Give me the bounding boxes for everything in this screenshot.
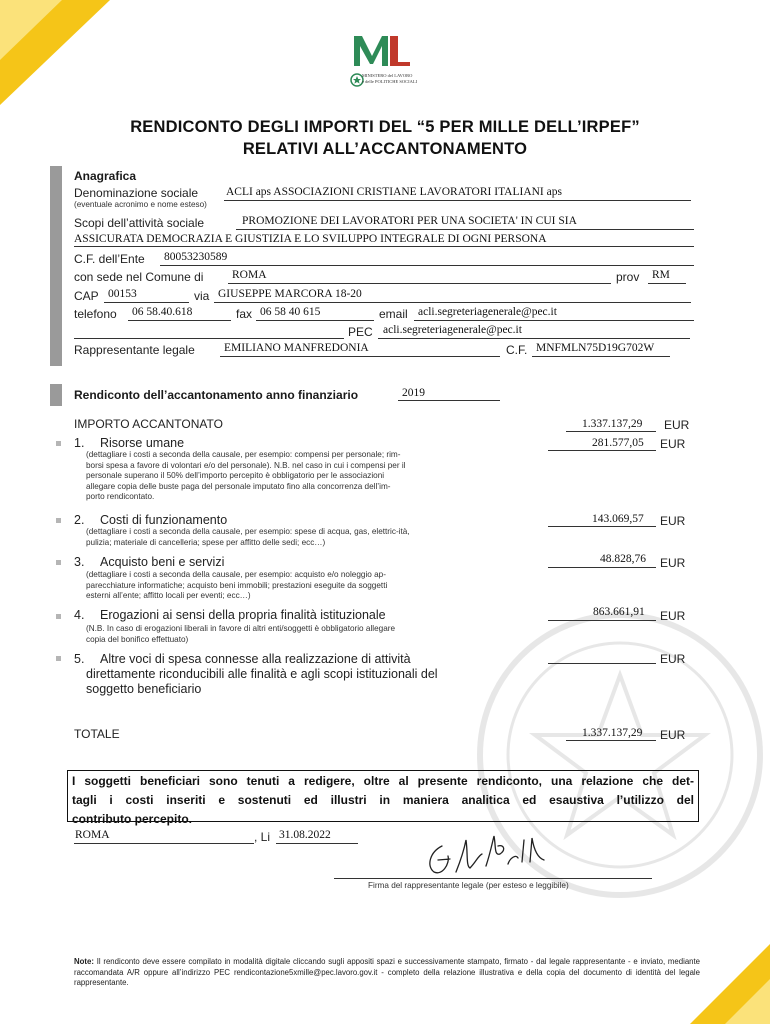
item-1-bullet [56, 441, 61, 446]
anagrafica-heading: Anagrafica [74, 169, 137, 183]
anno-field[interactable]: 2019 [402, 387, 425, 399]
item-1-title: Risorse umane [100, 436, 185, 450]
fax-label: fax [236, 307, 253, 321]
item-1-note-line: personale superano il 50% dell’importo percepito è obbligatorio per le associazioni [86, 471, 385, 480]
item-2-title: Costi di funzionamento [100, 513, 228, 527]
telefono-label: telefono [74, 307, 117, 321]
li-label: , Li [254, 830, 271, 844]
item-2-value-field[interactable]: 143.069,57 [592, 513, 644, 525]
totale-underline [566, 740, 656, 741]
logo-caption-line2: e delle POLITICHE SOCIALI [362, 78, 418, 84]
item-3-value-field[interactable]: 48.828,76 [600, 553, 646, 565]
denominazione-hint: (eventuale acronimo e nome esteso) [74, 200, 207, 209]
scopi-field-line2[interactable]: ASSICURATA DEMOCRAZIA E GIUSTIZIA E LO SVILUPPO INTEGRALE DI OGNI PERSONA [74, 233, 547, 245]
item-4-underline [548, 620, 656, 621]
firma-caption: Firma del rappresentante legale (per esteso e leggibile) [368, 881, 569, 890]
importo-accantonato-underline [566, 431, 656, 432]
item-1-number: 1. [74, 436, 85, 450]
anagrafica-section-bar [50, 166, 62, 366]
corner-decoration-bottom-right-inner [725, 979, 770, 1024]
rappresentante-cf-underline [532, 356, 670, 357]
item-2-underline [548, 526, 656, 527]
item-5-title-line1: Altre voci di spesa connesse alla realizzazione di attività [100, 652, 411, 666]
importo-accantonato-field[interactable]: 1.337.137,29 [582, 418, 643, 430]
email-underline [414, 320, 694, 321]
rappresentante-cf-field[interactable]: MNFMLN75D19G702W [536, 342, 655, 354]
fax-underline [256, 320, 374, 321]
document-title-line1: RENDICONTO DEGLI IMPORTI DEL “5 PER MILLE DELL’IRPEF” [130, 118, 640, 136]
cap-underline [104, 302, 189, 303]
pec-label: PEC [348, 325, 373, 339]
item-3-currency: EUR [660, 556, 686, 570]
luogo-underline [74, 843, 254, 844]
item-4-note-line: (N.B. In caso di erogazioni liberali in favore di altri enti/soggetti è obbligatorio allegare [86, 624, 396, 633]
item-4-note-line: copia del bonifico effettuato) [86, 634, 189, 644]
item-5-title-line3: soggetto beneficiario [86, 682, 202, 696]
item-4-currency: EUR [660, 609, 686, 623]
denominazione-field[interactable]: ACLI aps ASSOCIAZIONI CRISTIANE LAVORATORI ITALIANI aps [226, 186, 562, 198]
item-4-number: 4. [74, 608, 85, 622]
item-2-note-line: pulizia; materiale di cancelleria; spese per affitto delle sedi; ecc…) [86, 537, 326, 547]
item-5-currency: EUR [660, 652, 686, 666]
firma-underline [334, 878, 652, 879]
notice-line1: I soggetti beneficiari sono tenuti a redigere, oltre al presente rendiconto, una relazione che det- [72, 774, 694, 788]
item-1-note-line: (dettagliare i costi a seconda della causale, per esempio: compensi per personale; rim- [86, 450, 401, 459]
logo-caption-line1: MINISTERO del LAVORO [362, 73, 413, 78]
item-3-note-line: (dettagliare i costi a seconda della causale, per esempio: acquisto e/o noleggio ap- [86, 570, 386, 579]
item-2-number: 2. [74, 513, 85, 527]
footer-note [74, 957, 700, 989]
prov-label: prov [616, 270, 640, 284]
item-2-note-line: (dettagliare i costi a seconda della causale, per esempio: spese di acqua, gas, elettric-ità, [86, 527, 410, 536]
telefono-underline [128, 320, 231, 321]
item-1-underline [548, 450, 656, 451]
sede-comune-underline [228, 283, 611, 284]
telefono-field[interactable]: 06 58.40.618 [132, 306, 193, 318]
cf-ente-label: C.F. dell’Ente [74, 252, 145, 266]
data-field[interactable]: 31.08.2022 [279, 829, 331, 841]
cap-field[interactable]: 00153 [108, 288, 137, 300]
importo-accantonato-label: IMPORTO ACCANTONATO [74, 417, 223, 431]
item-3-underline [548, 567, 656, 568]
pec-left-underline [74, 338, 344, 339]
footer-note-prefix: Note: [74, 957, 94, 966]
notice-line3: contributo percepito. [72, 812, 192, 826]
item-4-bullet [56, 614, 61, 619]
cf-ente-field[interactable]: 80053230589 [164, 251, 228, 263]
item-2-bullet [56, 518, 61, 523]
logo-caption [362, 73, 417, 84]
pec-underline [378, 338, 690, 339]
notice-line2: tagli i costi inseriti e sostenuti ed illustri in maniera analitica ed esaustiva l’utilizzo del [72, 793, 694, 807]
item-4-value-field[interactable]: 863.661,91 [593, 606, 645, 618]
item-3-bullet [56, 560, 61, 565]
footer-note-text: Il rendiconto deve essere compilato in modalità digitale cliccando sugli appositi spazi e successivamente stampato, firmato - dal legale rappresentante - e inviato, mediante raccomandata A/R oppure all’indirizzo PEC rendicontazione5xmille@pec.lavoro.gov.it - completo della relazione illustrativa e della copia del documento di identità del legale rappresentante. [74, 957, 700, 987]
via-field[interactable]: GIUSEPPE MARCORA 18-20 [218, 288, 362, 300]
item-4-note [86, 624, 395, 645]
anno-underline [398, 400, 500, 401]
item-1-value-field[interactable]: 281.577,05 [592, 437, 644, 449]
luogo-field[interactable]: ROMA [75, 829, 110, 841]
notice-box [67, 770, 699, 826]
denominazione-underline [224, 200, 691, 201]
data-underline [276, 843, 358, 844]
via-underline [214, 302, 691, 303]
email-label: email [379, 307, 408, 321]
fax-field[interactable]: 06 58 40 615 [260, 306, 321, 318]
item-3-note-line: esterni all’ente; affitto locali per eventi; ecc…) [86, 591, 251, 600]
denominazione-label: Denominazione sociale [74, 186, 199, 200]
item-1-note [86, 450, 405, 503]
scopi-field-line1[interactable]: PROMOZIONE DEI LAVORATORI PER UNA SOCIETA' IN CUI SIA [242, 215, 577, 227]
sede-comune-field[interactable]: ROMA [232, 269, 267, 281]
item-3-title: Acquisto beni e servizi [100, 555, 225, 569]
handwritten-signature [420, 832, 550, 880]
via-label: via [194, 289, 210, 303]
rendiconto-heading: Rendiconto dell’accantonamento anno finanziario [74, 388, 359, 402]
item-5-number: 5. [74, 652, 85, 666]
totale-field[interactable]: 1.337.137,29 [582, 727, 643, 739]
item-1-note-line: allegare copia delle buste paga del personale imputato fino alla concorrenza dell’im- [86, 481, 391, 491]
prov-field[interactable]: RM [652, 269, 670, 281]
prov-underline [648, 283, 686, 284]
rappresentante-cf-label: C.F. [506, 343, 528, 357]
cap-label: CAP [74, 289, 99, 303]
corner-decoration-top-left-inner [0, 0, 62, 60]
item-3-note [86, 570, 387, 602]
totale-label: TOTALE [74, 727, 120, 741]
rendiconto-section-bar [50, 384, 62, 406]
scopi-underline-1 [236, 229, 694, 230]
item-5-title-line2: direttamente riconducibili alle finalità e agli scopi istituzionali del [86, 667, 438, 681]
sede-comune-label: con sede nel Comune di [74, 270, 204, 284]
email-field[interactable]: acli.segreteriagenerale@pec.it [418, 306, 557, 318]
item-3-note-line: parecchiature informatiche; acquisto beni immobili; prestazioni eseguite da soggetti [86, 580, 388, 590]
cf-ente-underline [160, 265, 694, 266]
item-5-bullet [56, 656, 61, 661]
rappresentante-label: Rappresentante legale [74, 343, 195, 357]
item-5-underline [548, 663, 656, 664]
item-4-title: Erogazioni ai sensi della propria finalità istituzionale [100, 608, 386, 622]
totale-currency: EUR [660, 728, 686, 742]
scopi-label: Scopi dell’attività sociale [74, 216, 205, 230]
scopi-underline-2 [74, 246, 694, 247]
item-1-currency: EUR [660, 437, 686, 451]
item-1-note-line: porto rendicontato. [86, 492, 155, 501]
item-3-number: 3. [74, 555, 85, 569]
item-2-currency: EUR [660, 514, 686, 528]
item-1-note-line: borsi spesa a favore di volontari e/o del personale). N.B. nel caso in cui i compensi per il [86, 460, 406, 470]
item-2-note [86, 527, 410, 548]
pec-field[interactable]: acli.segreteriagenerale@pec.it [383, 324, 522, 336]
rappresentante-field[interactable]: EMILIANO MANFREDONIA [224, 342, 369, 354]
importo-accantonato-currency: EUR [664, 418, 690, 432]
document-title-line2: RELATIVI ALL’ACCANTONAMENTO [242, 140, 528, 158]
rappresentante-underline [220, 356, 500, 357]
